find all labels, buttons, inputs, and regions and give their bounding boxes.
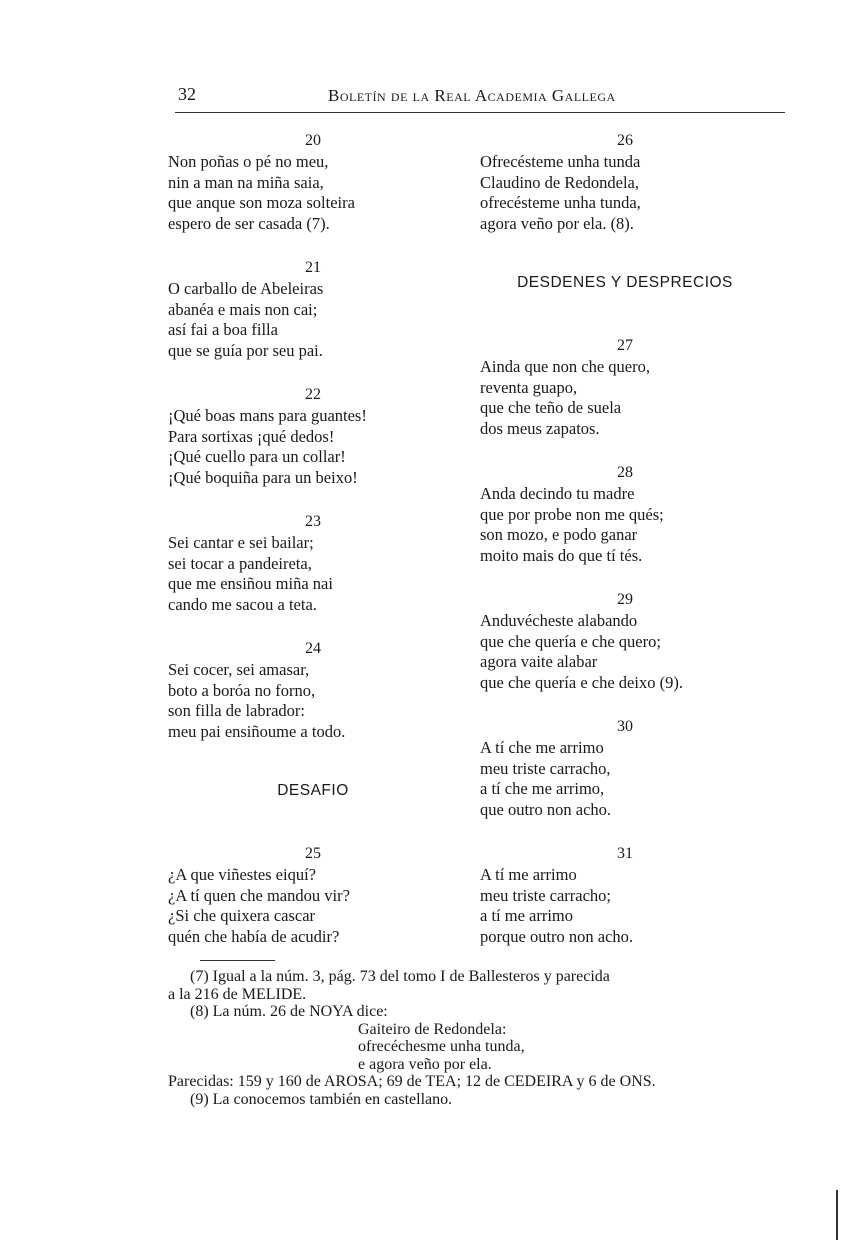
- poem-stanza: [168, 130, 458, 234]
- stanza-gap: [168, 802, 458, 820]
- header-rule: [175, 112, 785, 113]
- poem-stanza: [480, 335, 770, 439]
- poem-stanza: [168, 638, 458, 742]
- poem-stanza: [480, 130, 770, 234]
- verse-line: que se guía por seu pai.: [168, 340, 323, 360]
- verse-line: moito mais do que tí tés.: [480, 545, 643, 565]
- stanza-number: 31: [617, 845, 633, 862]
- stanza-gap: [168, 820, 458, 843]
- verse-line: Non poñas o pé no meu,: [168, 152, 329, 171]
- footnote-rule: [200, 960, 275, 961]
- footnote-line: Parecidas: 159 y 160 de AROSA; 69 de TEA; 12 de CEDEIRA y 6 de ONS.: [168, 1073, 656, 1090]
- verse-line: Ofrecésteme unha tunda: [480, 152, 641, 171]
- margin-bar: [836, 1190, 838, 1240]
- section-title: DESDENES Y DESPRECIOS: [517, 274, 733, 291]
- footnote-line: (9) La conocemos también en castellano.: [190, 1090, 453, 1108]
- verse-line: agora vaite alabar: [480, 652, 598, 671]
- verse-line: A tí che me arrimo: [480, 738, 604, 757]
- verse-line: sei tocar a pandeireta,: [168, 553, 312, 573]
- verse-line: ¿Si che quixera cascar: [168, 906, 316, 925]
- stanza-number: 26: [617, 132, 633, 149]
- verse-line: Claudino de Redondela,: [480, 172, 640, 192]
- verse-line: espero de ser casada (7).: [168, 213, 330, 233]
- footnote-line: ofrecéchesme unha tunda,: [358, 1038, 525, 1055]
- verse-line: cando me sacou a teta.: [168, 594, 317, 614]
- stanza-number: 30: [617, 718, 633, 735]
- stanza-number: 27: [617, 337, 633, 354]
- verse-line: que me ensiñou miña nai: [168, 574, 333, 593]
- poem-stanza: [480, 843, 770, 947]
- poem-stanza: [480, 589, 770, 693]
- stanza-gap: [168, 615, 458, 638]
- poem-stanza: [480, 716, 770, 820]
- verse-line: Sei cantar e sei bailar;: [168, 533, 314, 552]
- stanza-number: 21: [305, 259, 321, 276]
- verse-line: que che quería e che quero;: [480, 631, 661, 651]
- verse-line: que anque son moza solteira: [168, 193, 355, 212]
- verse-line: que por probe non me qués;: [480, 504, 664, 524]
- poem-stanza: [168, 384, 458, 488]
- poem-stanza: [168, 257, 458, 361]
- verse-line: reventa guapo,: [480, 377, 578, 397]
- verse-line: meu pai ensiñoume a todo.: [168, 721, 346, 741]
- stanza-number: 24: [305, 640, 321, 657]
- footnotes: [168, 968, 788, 1108]
- verse-line: ¿A que viñestes eiquí?: [168, 865, 317, 884]
- footnote-line: (7) Igual a la núm. 3, pág. 73 del tomo I de Ballesteros y parecida: [190, 968, 610, 985]
- stanza-gap: [168, 742, 458, 780]
- verse-line: quén che había de acudir?: [168, 926, 340, 946]
- stanza-number: 23: [305, 513, 321, 530]
- footnote-line: a la 216 de MELIDE.: [168, 985, 307, 1003]
- verse-line: que outro non acho.: [480, 799, 612, 819]
- verse-line: abanéa e mais non cai;: [168, 299, 318, 319]
- stanza-gap: [168, 361, 458, 384]
- verse-line: agora veño por ela. (8).: [480, 213, 634, 233]
- verse-line: ¡Qué boas mans para guantes!: [168, 406, 367, 425]
- verse-line: a tí me arrimo: [480, 906, 574, 925]
- stanza-gap: [480, 566, 770, 589]
- poem-stanza: [480, 462, 770, 566]
- stanza-gap: [480, 439, 770, 462]
- stanza-gap: [480, 234, 770, 272]
- verse-line: así fai a boa filla: [168, 320, 278, 339]
- footnote-line: e agora veño por ela.: [358, 1055, 492, 1073]
- verse-line: dos meus zapatos.: [480, 418, 600, 438]
- verse-line: a tí che me arrimo,: [480, 779, 605, 798]
- verse-line: que che quería e che deixo (9).: [480, 672, 683, 692]
- verse-line: Para sortixas ¡qué dedos!: [168, 426, 335, 446]
- verse-line: meu triste carracho;: [480, 885, 612, 905]
- verse-line: son mozo, e podo ganar: [480, 525, 638, 544]
- stanza-number: 22: [305, 386, 321, 403]
- stanza-gap: [480, 693, 770, 716]
- verse-line: ofrecésteme unha tunda,: [480, 193, 641, 212]
- stanza-gap: [168, 488, 458, 511]
- stanza-number: 28: [617, 464, 633, 481]
- stanza-gap: [480, 312, 770, 335]
- stanza-gap: [168, 234, 458, 257]
- poem-stanza: [168, 511, 458, 615]
- verse-line: porque outro non acho.: [480, 926, 634, 946]
- footnote-line: Gaiteiro de Redondela:: [358, 1020, 507, 1038]
- verse-line: A tí me arrimo: [480, 865, 577, 884]
- page-number: 32: [178, 84, 196, 104]
- verse-line: Anduvécheste alabando: [480, 611, 638, 630]
- verse-line: meu triste carracho,: [480, 758, 611, 778]
- stanza-number: 25: [305, 845, 321, 862]
- verse-line: ¡Qué boquiña para un beixo!: [168, 467, 358, 487]
- verse-line: son filla de labrador:: [168, 701, 305, 720]
- verse-line: Anda decindo tu madre: [480, 484, 635, 503]
- stanza-gap: [480, 294, 770, 312]
- verse-line: Ainda que non che quero,: [480, 357, 650, 376]
- verse-line: ¿A tí quen che mandou vir?: [168, 885, 350, 905]
- footnote-line: (8) La núm. 26 de NOYA dice:: [190, 1003, 388, 1020]
- verse-line: ¡Qué cuello para un collar!: [168, 447, 346, 466]
- verse-line: Sei cocer, sei amasar,: [168, 660, 310, 679]
- verse-line: boto a boróa no forno,: [168, 680, 316, 700]
- stanza-number: 29: [617, 591, 633, 608]
- right-column: [480, 130, 770, 947]
- left-column: [168, 130, 458, 947]
- running-head: Boletín de la Real Academia Gallega: [328, 86, 616, 105]
- stanza-gap: [480, 820, 770, 843]
- verse-line: nin a man na miña saia,: [168, 172, 324, 192]
- verse-line: O carballo de Abeleiras: [168, 279, 324, 298]
- verse-line: que che teño de suela: [480, 398, 622, 417]
- stanza-number: 20: [305, 132, 321, 149]
- section-title: DESAFIO: [277, 782, 349, 799]
- poem-stanza: [168, 843, 458, 947]
